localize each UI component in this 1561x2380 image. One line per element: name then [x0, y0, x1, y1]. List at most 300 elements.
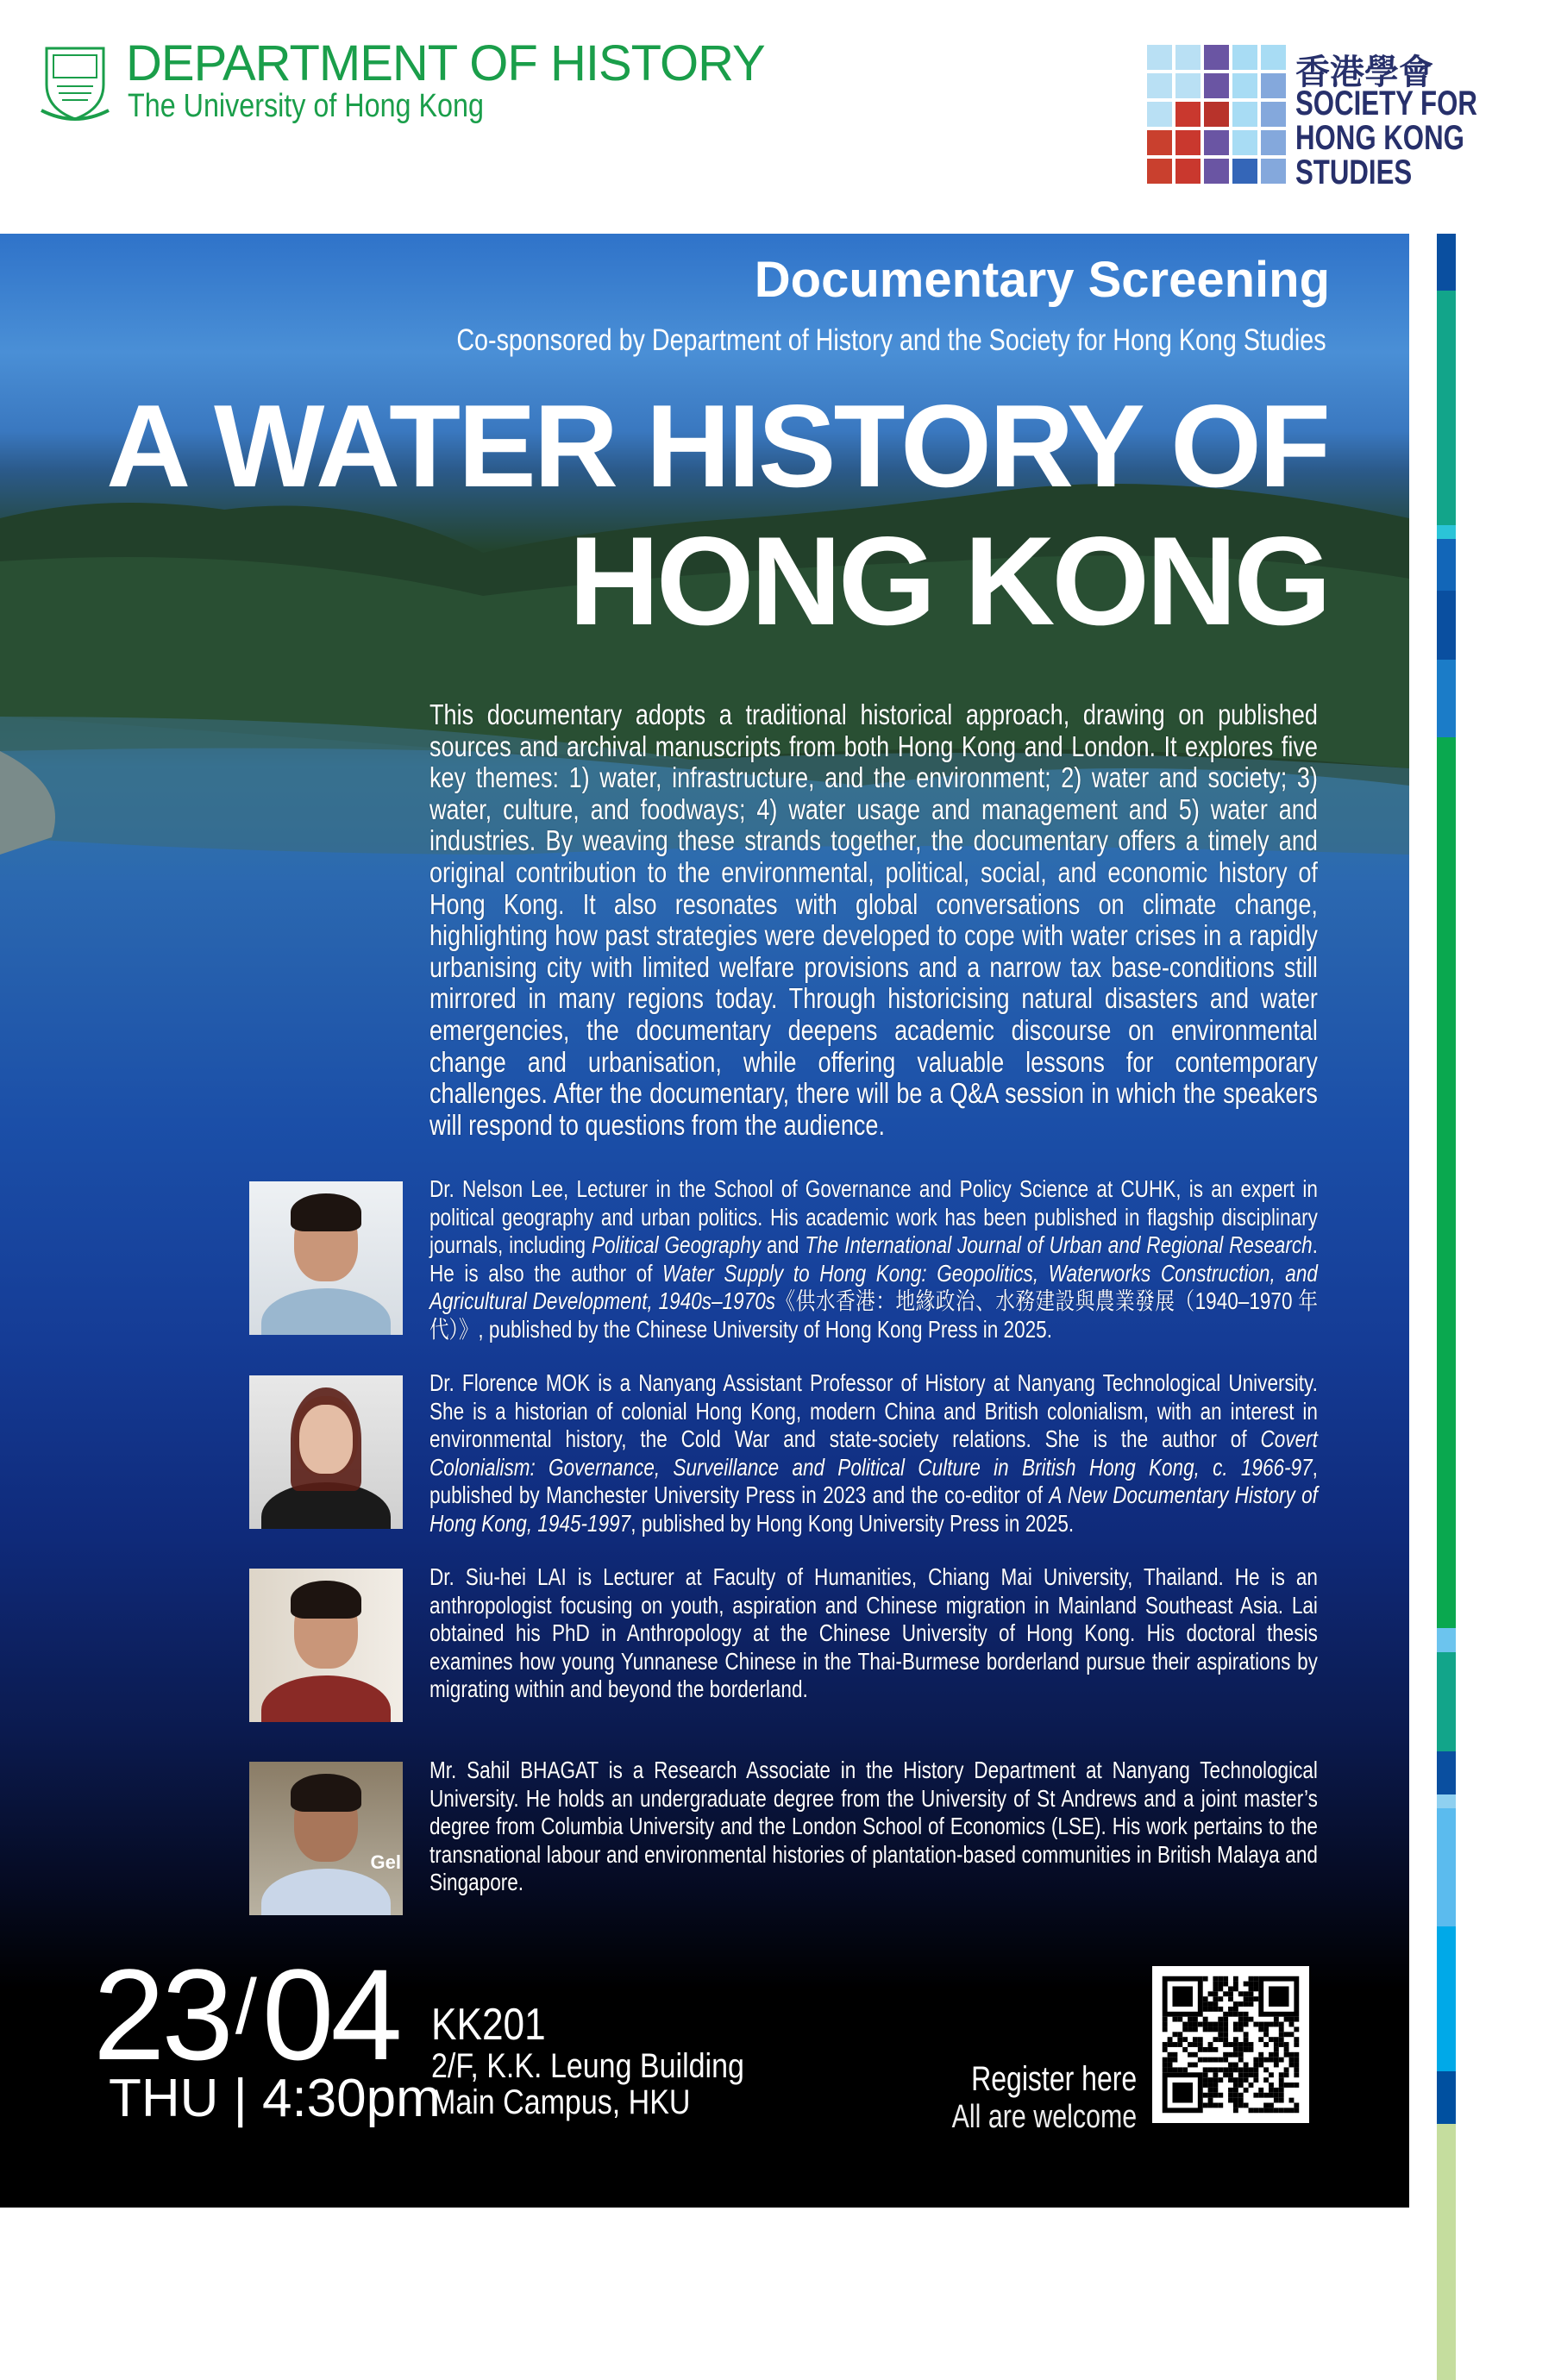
qr-module: [1213, 2007, 1218, 2012]
mosaic-tile: [1147, 45, 1172, 70]
qr-module: [1238, 2077, 1244, 2082]
qr-module: [1233, 2067, 1238, 2072]
qr-module: [1172, 2067, 1177, 2072]
qr-module: [1168, 2057, 1173, 2063]
mosaic-tile: [1175, 130, 1201, 155]
qr-module: [1269, 2022, 1274, 2027]
qr-module: [1213, 2093, 1218, 2098]
qr-module: [1279, 2077, 1284, 2082]
qr-module: [1253, 2108, 1258, 2113]
qr-module: [1289, 2057, 1295, 2063]
qr-module: [1168, 2063, 1173, 2068]
qr-module: [1198, 2042, 1203, 2047]
qr-module: [1279, 2093, 1284, 2098]
registration-note: [951, 2060, 1137, 2136]
qr-module: [1203, 2072, 1208, 2077]
stripe-segment: [1437, 2071, 1456, 2124]
qr-module: [1244, 2012, 1249, 2017]
qr-module: [1238, 2047, 1244, 2052]
qr-module: [1253, 2057, 1258, 2063]
qr-module: [1203, 2103, 1208, 2108]
qr-module: [1218, 1986, 1223, 1991]
qr-module: [1289, 2082, 1295, 2088]
event-description: This documentary adopts a traditional historical approach, drawing on published sources and archival manuscripts from both Hong Kong and London. It explores five key themes: 1) water, infrastructure, and the environment; 2) water and society; 3) water, culture, and foodways; 4) water usage and management and 5) water and industries. By weaving these strands together, the documentary offers a timely and original contribution to the environmental, political, social, and economic history of Hong Kong. It also resonates with global conversations on climate change, highlighting how past strategies were developed to cope with water crises in a rapidly urbanising city with limited welfare provisions and a narrow tax base-conditions still mirrored in many regions today. Through historicising natural disasters and water emergencies, the documentary deepens academic discourse on environmental change and urbanisation, while offering valuable lessons for contemporary challenges. After the documentary, there will be a Q&A session in which the speakers will respond to questions from the audience.: [429, 698, 1318, 1141]
qr-module: [1269, 2082, 1274, 2088]
qr-module: [1233, 2001, 1238, 2007]
speaker-photo-florence-mok: [249, 1375, 403, 1529]
publication-title: Water Supply to Hong Kong: Geopolitics, Waterworks Construction, and Agricultural Development, 1940s–1970s: [429, 1259, 1318, 1314]
event-title-line1: A WATER HISTORY OF: [106, 380, 1328, 511]
qr-module: [1269, 2108, 1274, 2113]
qr-module: [1203, 2022, 1208, 2027]
bio-text: , published by Hong Kong University Press in 2025.: [630, 1509, 1075, 1537]
qr-module: [1208, 2001, 1213, 2007]
mosaic-tile: [1261, 159, 1286, 184]
qr-module: [1233, 2007, 1238, 2012]
qr-module: [1274, 2047, 1279, 2052]
qr-module: [1263, 2103, 1269, 2108]
qr-module: [1238, 2057, 1244, 2063]
qr-module: [1193, 2052, 1198, 2057]
qr-module: [1238, 2098, 1244, 2103]
qr-module: [1213, 1996, 1218, 2001]
qr-module: [1279, 2022, 1284, 2027]
publication-title: A New Documentary History of Hong Kong, 1945-1997: [429, 1481, 1318, 1537]
stripe-segment: [1437, 1628, 1456, 1652]
qr-module: [1233, 2108, 1238, 2113]
registration-qr-code[interactable]: [1152, 1966, 1309, 2123]
stripe-segment: [1437, 1751, 1456, 1794]
mosaic-tile: [1261, 45, 1286, 70]
qr-module: [1228, 2067, 1233, 2072]
qr-module: [1172, 2082, 1192, 2102]
qr-module: [1193, 2063, 1198, 2068]
qr-module: [1218, 2067, 1223, 2072]
qr-module: [1228, 2007, 1233, 2012]
qr-module: [1168, 2042, 1173, 2047]
qr-module: [1182, 2022, 1188, 2027]
qr-module: [1233, 2042, 1238, 2047]
poster-background: [0, 234, 1409, 2208]
qr-module: [1274, 2057, 1279, 2063]
qr-module: [1228, 2098, 1233, 2103]
qr-module: [1294, 2072, 1299, 2077]
hku-crest-logo: [40, 41, 110, 122]
qr-module: [1249, 2001, 1254, 2007]
mosaic-tile: [1261, 102, 1286, 127]
qr-module: [1244, 2072, 1249, 2077]
stripe-segment: [1437, 2124, 1456, 2380]
qr-module: [1203, 2026, 1208, 2032]
qr-module: [1249, 1991, 1254, 1996]
date-separator: /: [235, 1964, 257, 2051]
mosaic-tile: [1232, 45, 1257, 70]
qr-module: [1249, 1976, 1254, 1982]
qr-module: [1258, 2022, 1263, 2027]
qr-module: [1274, 2042, 1279, 2047]
qr-module: [1294, 2017, 1299, 2022]
qr-module: [1274, 2022, 1279, 2027]
speaker-bio-siu-hei-lai: [429, 1563, 1318, 1704]
qr-module: [1253, 2067, 1258, 2072]
mosaic-tile: [1232, 130, 1257, 155]
qr-module: [1228, 2042, 1233, 2047]
qr-module: [1213, 1982, 1218, 1987]
qr-module: [1294, 2037, 1299, 2042]
qr-module: [1172, 2017, 1177, 2022]
qr-module: [1208, 1991, 1213, 1996]
qr-module: [1289, 2108, 1295, 2113]
society-logo: [1147, 45, 1475, 191]
mosaic-tile: [1147, 130, 1172, 155]
qr-module: [1238, 2017, 1244, 2022]
bio-text: Dr. Florence MOK is a Nanyang Assistant Professor of History at Nanyang Technological University. She is a historian of colonial Hong Kong, modern China and British colonialism, with an interest in environmental history, the Cold War and state-society relations. She is the author of: [429, 1369, 1318, 1452]
qr-module: [1198, 2022, 1203, 2027]
qr-module: [1163, 2047, 1168, 2052]
mosaic-tile: [1147, 102, 1172, 127]
qr-module: [1244, 2017, 1249, 2022]
qr-module: [1218, 2017, 1223, 2022]
qr-module: [1238, 2022, 1244, 2027]
qr-module: [1238, 2012, 1244, 2017]
qr-module: [1218, 2032, 1223, 2037]
qr-module: [1279, 2026, 1284, 2032]
qr-module: [1203, 2057, 1208, 2063]
qr-module: [1289, 2017, 1295, 2022]
qr-module: [1244, 2067, 1249, 2072]
qr-module: [1274, 2063, 1279, 2068]
stripe-segment: [1437, 525, 1456, 539]
register-label: Register here: [970, 2060, 1137, 2098]
qr-module: [1213, 2026, 1218, 2032]
qr-module: [1228, 2088, 1233, 2093]
qr-module: [1279, 2037, 1284, 2042]
society-logo-mosaic: [1147, 45, 1286, 184]
bio-text: and: [761, 1231, 806, 1258]
qr-module: [1193, 2037, 1198, 2042]
qr-module: [1163, 2042, 1168, 2047]
qr-module: [1208, 2067, 1213, 2072]
mosaic-tile: [1261, 73, 1286, 98]
qr-module: [1289, 2063, 1295, 2068]
qr-module: [1244, 2047, 1249, 2052]
qr-module: [1294, 2082, 1299, 2088]
qr-module: [1294, 2057, 1299, 2063]
qr-module: [1182, 2026, 1188, 2032]
qr-module: [1244, 2032, 1249, 2037]
qr-module: [1249, 1982, 1254, 1987]
qr-module: [1218, 2103, 1223, 2108]
qr-module: [1294, 2063, 1299, 2068]
qr-module: [1294, 2042, 1299, 2047]
qr-module: [1203, 2001, 1208, 2007]
qr-module: [1208, 2098, 1213, 2103]
qr-module: [1218, 2026, 1223, 2032]
qr-module: [1218, 2037, 1223, 2042]
photo-background-sign: Gel: [370, 1851, 401, 1873]
qr-module: [1289, 2052, 1295, 2057]
mosaic-tile: [1261, 130, 1286, 155]
qr-module: [1223, 2017, 1228, 2022]
mosaic-tile: [1175, 102, 1201, 127]
qr-module: [1253, 1976, 1258, 1982]
qr-module: [1198, 2047, 1203, 2052]
qr-module: [1223, 2072, 1228, 2077]
stripe-segment: [1437, 234, 1456, 291]
qr-module: [1208, 2042, 1213, 2047]
qr-module: [1249, 2067, 1254, 2072]
qr-module: [1253, 2072, 1258, 2077]
qr-module: [1218, 2093, 1223, 2098]
qr-module: [1279, 2072, 1284, 2077]
qr-module: [1279, 2108, 1284, 2113]
qr-module: [1253, 2077, 1258, 2082]
qr-module: [1223, 2022, 1228, 2027]
qr-module: [1233, 1986, 1238, 1991]
qr-module: [1213, 2057, 1218, 2063]
qr-module: [1244, 2037, 1249, 2042]
qr-module: [1244, 1996, 1249, 2001]
qr-module: [1253, 2063, 1258, 2068]
qr-module: [1253, 2093, 1258, 2098]
qr-module: [1172, 2057, 1177, 2063]
qr-module: [1294, 2103, 1299, 2108]
qr-module: [1279, 2057, 1284, 2063]
qr-module: [1177, 2037, 1182, 2042]
stripe-segment: [1437, 1808, 1456, 1926]
qr-module: [1198, 2057, 1203, 2063]
qr-module: [1233, 2052, 1238, 2057]
qr-module: [1213, 2067, 1218, 2072]
qr-module: [1258, 2088, 1263, 2093]
qr-module: [1253, 1996, 1258, 2001]
qr-module: [1203, 2077, 1208, 2082]
qr-module: [1263, 2042, 1269, 2047]
qr-module: [1233, 2098, 1238, 2103]
qr-module: [1208, 2077, 1213, 2082]
speaker-photo-siu-hei-lai: [249, 1569, 403, 1722]
mosaic-tile: [1204, 73, 1229, 98]
qr-module: [1188, 2017, 1193, 2022]
qr-module: [1223, 1982, 1228, 1987]
qr-module: [1238, 2042, 1244, 2047]
qr-module: [1258, 2057, 1263, 2063]
qr-module: [1233, 2037, 1238, 2042]
qr-module: [1177, 2042, 1182, 2047]
department-name: DEPARTMENT OF HISTORY: [126, 35, 765, 91]
welcome-label: All are welcome: [951, 2099, 1137, 2135]
qr-module: [1172, 2052, 1177, 2057]
qr-module: [1249, 1996, 1254, 2001]
qr-module: [1213, 1991, 1218, 1996]
university-name: The University of Hong Kong: [128, 88, 484, 124]
qr-module: [1172, 1986, 1192, 2006]
qr-module: [1168, 2037, 1173, 2042]
qr-module: [1269, 2072, 1274, 2077]
qr-module: [1274, 2093, 1279, 2098]
qr-module: [1238, 2103, 1244, 2108]
qr-module: [1233, 2063, 1238, 2068]
mosaic-tile: [1147, 73, 1172, 98]
qr-module: [1274, 2088, 1279, 2093]
qr-module: [1258, 2108, 1263, 2113]
qr-module: [1218, 2007, 1223, 2012]
qr-module: [1193, 2042, 1198, 2047]
society-chinese-name: 香港學會: [1295, 53, 1433, 91]
qr-module: [1263, 2067, 1269, 2072]
qr-module: [1193, 2017, 1198, 2022]
qr-module: [1238, 2067, 1244, 2072]
society-line3: STUDIES: [1295, 153, 1413, 191]
qr-module: [1213, 2088, 1218, 2093]
qr-module: [1249, 2108, 1254, 2113]
qr-module: [1274, 2052, 1279, 2057]
speaker-bio-nelson-lee: [429, 1175, 1318, 1343]
qr-module: [1244, 2022, 1249, 2027]
qr-module: [1263, 2057, 1269, 2063]
qr-module: [1244, 2088, 1249, 2093]
cosponsor-line: Co-sponsored by Department of History and the Society for Hong Kong Studies: [456, 323, 1326, 357]
date-day: 23: [93, 1942, 230, 2087]
qr-module: [1284, 2072, 1289, 2077]
qr-module: [1208, 2082, 1213, 2088]
bio-text: 《供水香港：地緣政治、水務建設與農業發展（1940–1970 年代）》, published by the Chinese University of Hong Kong Press in 2025.: [429, 1287, 1318, 1343]
qr-module: [1188, 2026, 1193, 2032]
qr-module: [1213, 2037, 1218, 2042]
qr-module: [1188, 2022, 1193, 2027]
qr-module: [1208, 2047, 1213, 2052]
venue-campus: Main Campus, HKU: [431, 2083, 691, 2121]
stripe-segment: [1437, 1794, 1456, 1808]
qr-module: [1279, 2082, 1284, 2088]
qr-module: [1284, 2032, 1289, 2037]
qr-module: [1238, 2093, 1244, 2098]
qr-module: [1228, 2093, 1233, 2098]
qr-module: [1279, 2098, 1284, 2103]
qr-module: [1177, 2017, 1182, 2022]
qr-module: [1263, 2022, 1269, 2027]
qr-module: [1233, 1982, 1238, 1987]
qr-module: [1289, 2022, 1295, 2027]
qr-module: [1284, 2047, 1289, 2052]
qr-module: [1208, 2026, 1213, 2032]
qr-module: [1274, 2108, 1279, 2113]
qr-module: [1284, 2017, 1289, 2022]
qr-module: [1263, 2032, 1269, 2037]
mosaic-tile: [1175, 73, 1201, 98]
qr-module: [1172, 2032, 1177, 2037]
qr-module: [1182, 2037, 1188, 2042]
qr-module: [1203, 1996, 1208, 2001]
mosaic-tile: [1232, 159, 1257, 184]
stripe-segment: [1437, 539, 1456, 591]
qr-module: [1163, 2063, 1168, 2068]
qr-module: [1223, 2057, 1228, 2063]
qr-module: [1203, 2082, 1208, 2088]
mosaic-tile: [1204, 159, 1229, 184]
qr-module: [1223, 1976, 1228, 1982]
event-title-line2: HONG KONG: [568, 510, 1328, 651]
qr-module: [1163, 2017, 1168, 2022]
qr-module: [1233, 1976, 1238, 1982]
stripe-segment: [1437, 737, 1456, 1628]
qr-module: [1177, 2067, 1182, 2072]
qr-module: [1182, 2047, 1188, 2052]
mosaic-tile: [1204, 102, 1229, 127]
qr-module: [1213, 2022, 1218, 2027]
qr-module: [1228, 2063, 1233, 2068]
qr-module: [1188, 2052, 1193, 2057]
publication-title: Political Geography: [591, 1231, 762, 1258]
qr-module: [1238, 1991, 1244, 1996]
qr-module: [1263, 2093, 1269, 2098]
qr-module: [1274, 2037, 1279, 2042]
qr-module: [1228, 1991, 1233, 1996]
publication-title: The International Journal of Urban and Regional Research: [805, 1231, 1313, 1258]
qr-module: [1253, 1982, 1258, 1987]
qr-module: [1223, 2032, 1228, 2037]
qr-module: [1263, 2108, 1269, 2113]
qr-module: [1284, 2108, 1289, 2113]
mosaic-tile: [1147, 159, 1172, 184]
society-line2: HONG KONG: [1295, 119, 1464, 157]
qr-module: [1274, 2017, 1279, 2022]
mosaic-tile: [1232, 102, 1257, 127]
qr-module: [1249, 2042, 1254, 2047]
qr-module: [1203, 2017, 1208, 2022]
qr-module: [1233, 2082, 1238, 2088]
qr-module: [1244, 2063, 1249, 2068]
event-date: [93, 1942, 399, 2087]
stripe-segment: [1437, 1652, 1456, 1751]
qr-module: [1182, 2067, 1188, 2072]
qr-module: [1269, 2093, 1274, 2098]
qr-module: [1289, 2032, 1295, 2037]
qr-module: [1244, 2103, 1249, 2108]
qr-module: [1249, 2082, 1254, 2088]
qr-module: [1218, 2057, 1223, 2063]
date-month: 04: [261, 1942, 399, 2087]
qr-module: [1294, 2108, 1299, 2113]
qr-module: [1203, 1976, 1208, 1982]
qr-module: [1233, 2093, 1238, 2098]
mosaic-tile: [1232, 73, 1257, 98]
bio-text: , published by Manchester University Press in 2023 and the co-editor of: [429, 1453, 1318, 1508]
qr-module: [1289, 2098, 1295, 2103]
qr-module: [1223, 2026, 1228, 2032]
qr-module: [1233, 2022, 1238, 2027]
qr-module: [1249, 2047, 1254, 2052]
qr-module: [1208, 2103, 1213, 2108]
stripe-segment: [1437, 1926, 1456, 2071]
qr-module: [1213, 1976, 1218, 1982]
qr-module: [1253, 2022, 1258, 2027]
event-type-heading: Documentary Screening: [754, 252, 1330, 308]
stripe-segment: [1437, 291, 1456, 525]
qr-module: [1228, 1996, 1233, 2001]
qr-module: [1168, 2067, 1173, 2072]
qr-module: [1269, 2052, 1274, 2057]
mosaic-tile: [1204, 130, 1229, 155]
qr-module: [1258, 2052, 1263, 2057]
qr-module: [1213, 2001, 1218, 2007]
qr-module: [1223, 1991, 1228, 1996]
qr-module: [1294, 2067, 1299, 2072]
bio-text: Dr. Siu-hei LAI is Lecturer at Faculty of Humanities, Chiang Mai University, Thailand. He is an anthropologist focusing on youth, aspiration and Chinese migration in Mainland Southeast Asia. Lai obtained his PhD in Anthropology at the Chinese University of Hong Kong. His doctoral thesis examines how young Yunnanese Chinese in the Thai-Burmese borderland pursue their aspirations by migrating within and beyond the borderland.: [429, 1563, 1318, 1702]
qr-module: [1269, 2037, 1274, 2042]
qr-module: [1253, 1986, 1258, 1991]
qr-module: [1163, 2022, 1168, 2027]
